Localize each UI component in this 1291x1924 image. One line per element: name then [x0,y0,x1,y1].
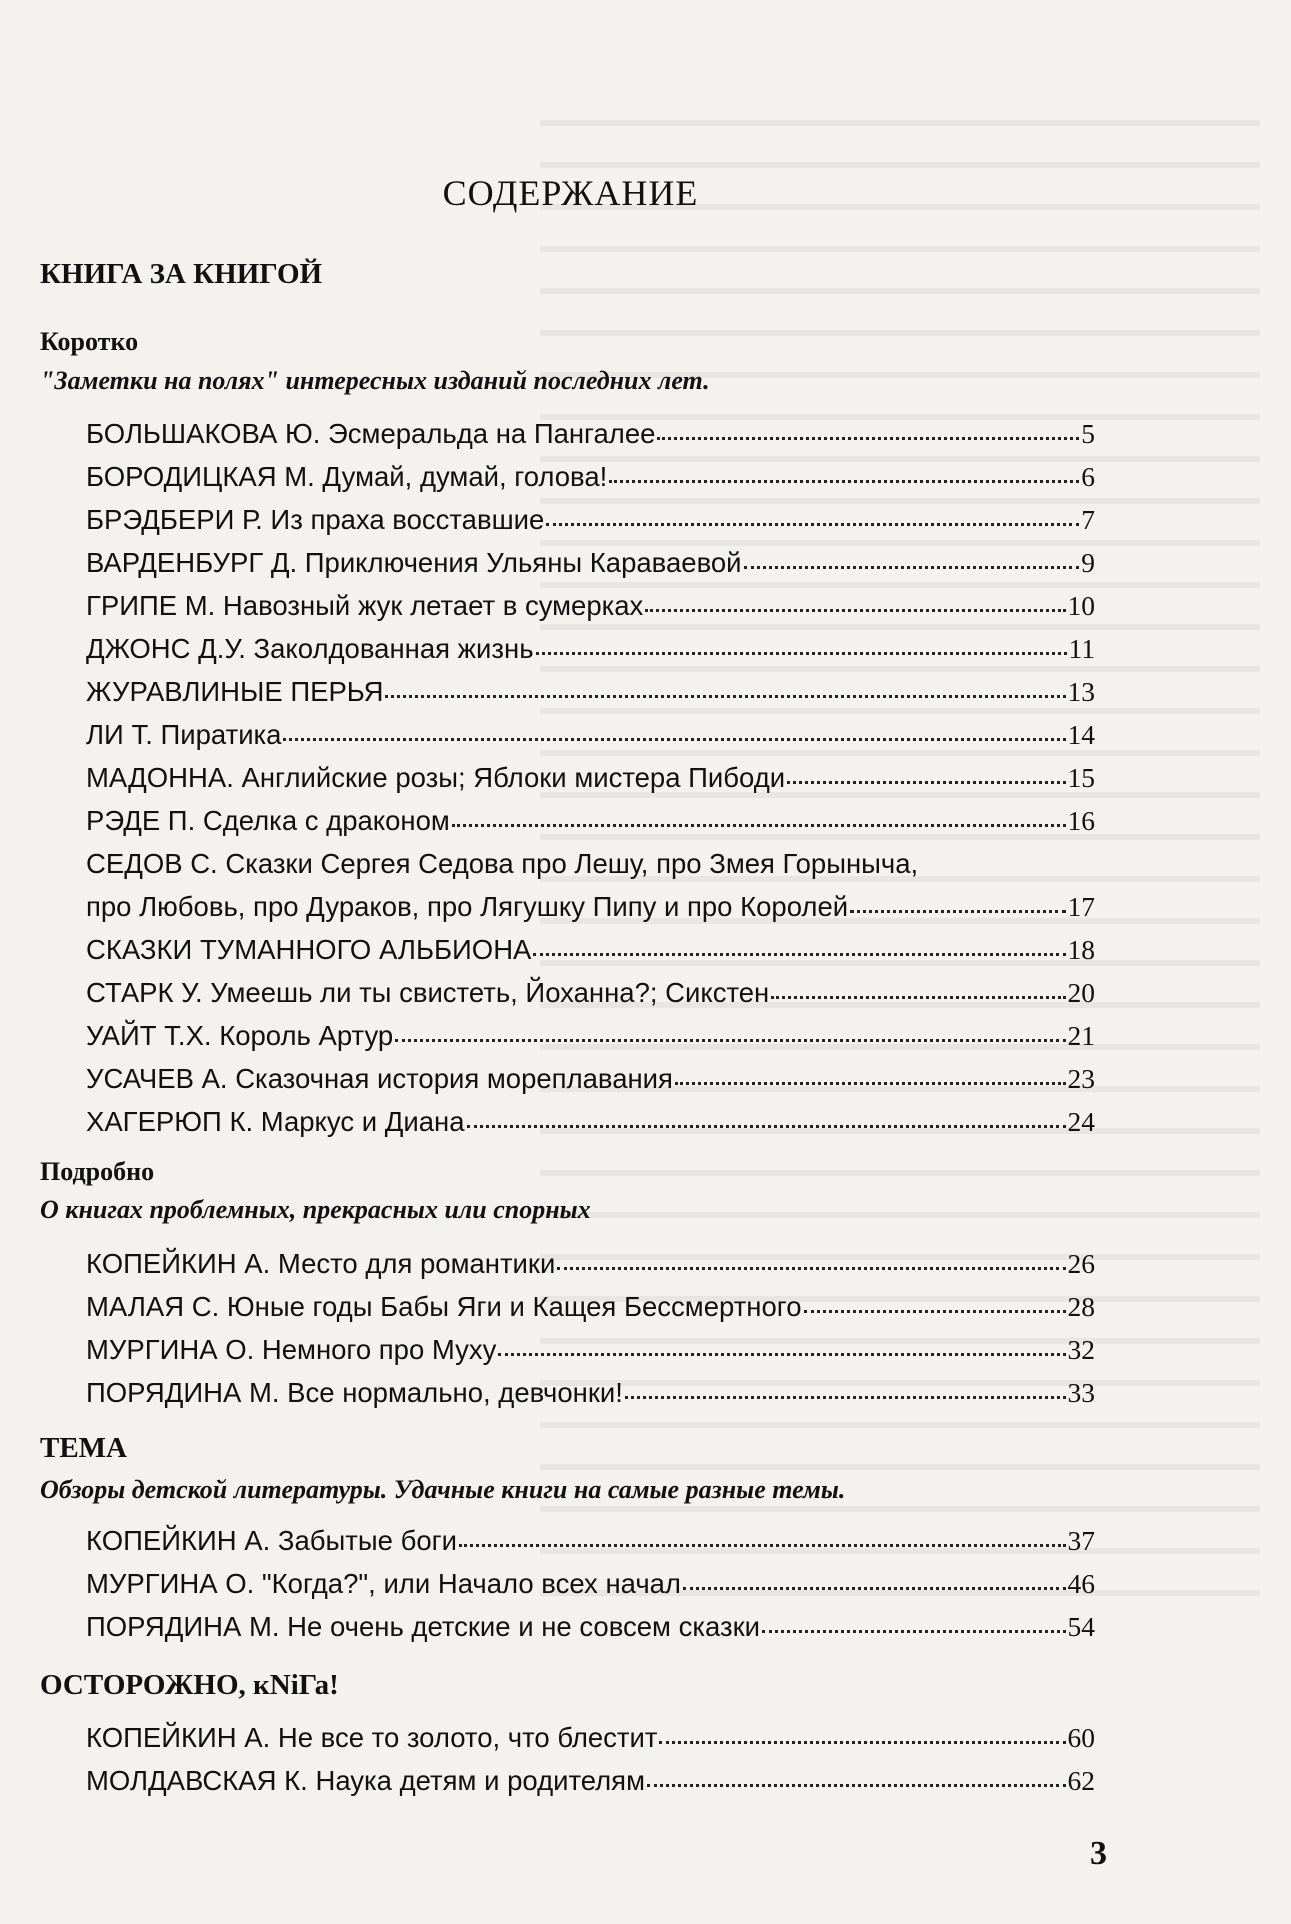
entry-title: РЭДЕ П. Сделка с драконом [86,805,450,836]
dot-leader [459,1544,1065,1547]
entry-title: МУРГИНА О. "Когда?", или Начало всех начал [86,1568,681,1599]
entry-page: 26 [1067,1248,1095,1279]
dot-leader [498,1353,1065,1356]
toc-entry-first-line: СЕДОВ С. Сказки Сергея Седова про Лешу, про Змея Горыныча, [86,848,919,879]
subsection-description-short: "Заметки на полях" интересных изданий последних лет. [40,366,710,395]
entry-page: 15 [1067,762,1095,793]
section-heading-caution: ОСТОРОЖНО, кNiГа! [40,1669,339,1701]
entry-page: 17 [1067,891,1095,922]
entry-title: МУРГИНА О. Немного про Муху [86,1334,497,1365]
entry-title: про Любовь, про Дураков, про Лягушку Пипу и про Королей [86,891,849,922]
toc-entry [86,1377,1095,1409]
entry-page: 7 [1081,504,1095,535]
dot-leader [657,437,1079,440]
dot-leader [385,695,1065,698]
dot-leader [850,910,1065,913]
toc-entry [86,1020,1095,1052]
subsection-heading-detailed: Подробно [40,1157,155,1186]
toc-entry [86,891,1095,923]
toc-entry [86,977,1095,1009]
toc-entry [86,461,1095,493]
toc-entry [86,590,1095,622]
entry-page: 9 [1081,547,1095,578]
toc-entry [86,1722,1095,1754]
toc-entry [86,547,1095,579]
entry-title: МОЛДАВСКАЯ К. Наука детям и родителям [86,1765,645,1796]
entry-title: КОПЕЙКИН А. Забытые боги [86,1525,458,1556]
entry-page: 13 [1067,676,1095,707]
entry-page: 23 [1067,1063,1095,1094]
page-title: СОДЕРЖАНИЕ [442,173,699,213]
dot-leader [762,1630,1066,1633]
toc-entry [86,1334,1095,1366]
entry-title: ЖУРАВЛИНЫЕ ПЕРЬЯ [86,676,384,707]
entry-title: МАЛАЯ С. Юные годы Бабы Яги и Кащея Бессмертного [86,1291,802,1322]
entry-page: 54 [1067,1611,1095,1642]
page-number: 3 [1090,1835,1107,1872]
entry-title: БРЭДБЕРИ Р. Из праха восставшие [86,504,545,535]
toc-entry [86,934,1095,966]
section-description-theme: Обзоры детской литературы. Удачные книги на самые разные темы. [40,1475,846,1504]
entry-page: 62 [1067,1765,1095,1796]
dot-leader [647,1784,1066,1787]
entry-title: БОРОДИЦКАЯ М. Думай, думай, голова! [86,461,608,492]
entry-page: 14 [1067,719,1095,750]
entry-page: 37 [1067,1525,1095,1556]
entry-title: МАДОННА. Английские розы; Яблоки мистера Пибоди [86,762,786,793]
entry-title: ЛИ Т. Пиратика [86,719,282,750]
dot-leader [804,1310,1066,1313]
entry-page: 60 [1067,1722,1095,1753]
section-heading-books: КНИГА ЗА КНИГОЙ [40,258,323,290]
dot-leader [771,996,1065,999]
entry-title: КОПЕЙКИН А. Место для романтики [86,1248,556,1279]
entry-title: УСАЧЕВ А. Сказочная история мореплавания [86,1063,673,1094]
toc-entry [86,1106,1095,1138]
toc-entry [86,719,1095,751]
entry-page: 33 [1067,1377,1095,1408]
dot-leader [645,609,1065,612]
dot-leader [557,1267,1065,1270]
entry-title: КОПЕЙКИН А. Не все то золото, что блестит [86,1722,658,1753]
entry-page: 10 [1067,590,1095,621]
entry-page: 6 [1081,461,1095,492]
toc-entry [86,762,1095,794]
toc-entry [86,1765,1095,1797]
entry-title: ПОРЯДИНА М. Не очень детские и не совсем сказки [86,1611,760,1642]
dot-leader [546,523,1079,526]
dot-leader [467,1125,1066,1128]
entry-page: 5 [1081,418,1095,449]
entry-title: ХАГЕРЮП К. Маркус и Диана [86,1106,465,1137]
entry-title: ГРИПЕ М. Навозный жук летает в сумерках [86,590,644,621]
entry-title: СКАЗКИ ТУМАННОГО АЛЬБИОНА [86,934,532,965]
toc-entry [86,805,1095,837]
toc-entry [86,1525,1095,1557]
dot-leader [625,1396,1066,1399]
dot-leader [787,781,1065,784]
toc-entry [86,633,1095,665]
entry-title: УАЙТ Т.Х. Король Артур [86,1020,394,1051]
entry-page: 16 [1067,805,1095,836]
dot-leader [533,953,1065,956]
entry-title: ВАРДЕНБУРГ Д. Приключения Ульяны Караваевой [86,547,742,578]
toc-entry [86,676,1095,708]
entry-title: БОЛЬШАКОВА Ю. Эсмеральда на Пангалее [86,418,656,449]
entry-title: ПОРЯДИНА М. Все нормально, девчонки! [86,1377,623,1408]
entry-page: 20 [1067,977,1095,1008]
entry-page: 18 [1067,934,1095,965]
dot-leader [395,1039,1065,1042]
dot-leader [744,566,1080,569]
dot-leader [452,824,1066,827]
toc-entry [86,1611,1095,1643]
toc-entry [86,1248,1095,1280]
toc-entry [86,1291,1095,1323]
dot-leader [683,1587,1066,1590]
entry-page: 21 [1067,1020,1095,1051]
entry-title: ДЖОНС Д.У. Заколдованная жизнь [86,633,534,664]
dot-leader [609,480,1079,483]
subsection-description-detailed: О книгах проблемных, прекрасных или спорных [40,1195,591,1224]
subsection-heading-short: Коротко [40,327,139,356]
entry-page: 24 [1067,1106,1095,1137]
dot-leader [536,652,1067,655]
toc-entry [86,418,1095,450]
dot-leader [659,1741,1065,1744]
entry-title: СТАРК У. Умеешь ли ты свистеть, Йоханна?; Сикстен [86,977,770,1008]
entry-page: 32 [1067,1334,1095,1365]
entry-page: 11 [1068,633,1095,664]
dot-leader [283,738,1065,741]
toc-entry [86,1063,1095,1095]
section-heading-theme: ТЕМА [40,1432,127,1464]
dot-leader [675,1082,1066,1085]
entry-page: 28 [1067,1291,1095,1322]
toc-entry [86,1568,1095,1600]
toc-entry [86,504,1095,536]
entry-page: 46 [1067,1568,1095,1599]
